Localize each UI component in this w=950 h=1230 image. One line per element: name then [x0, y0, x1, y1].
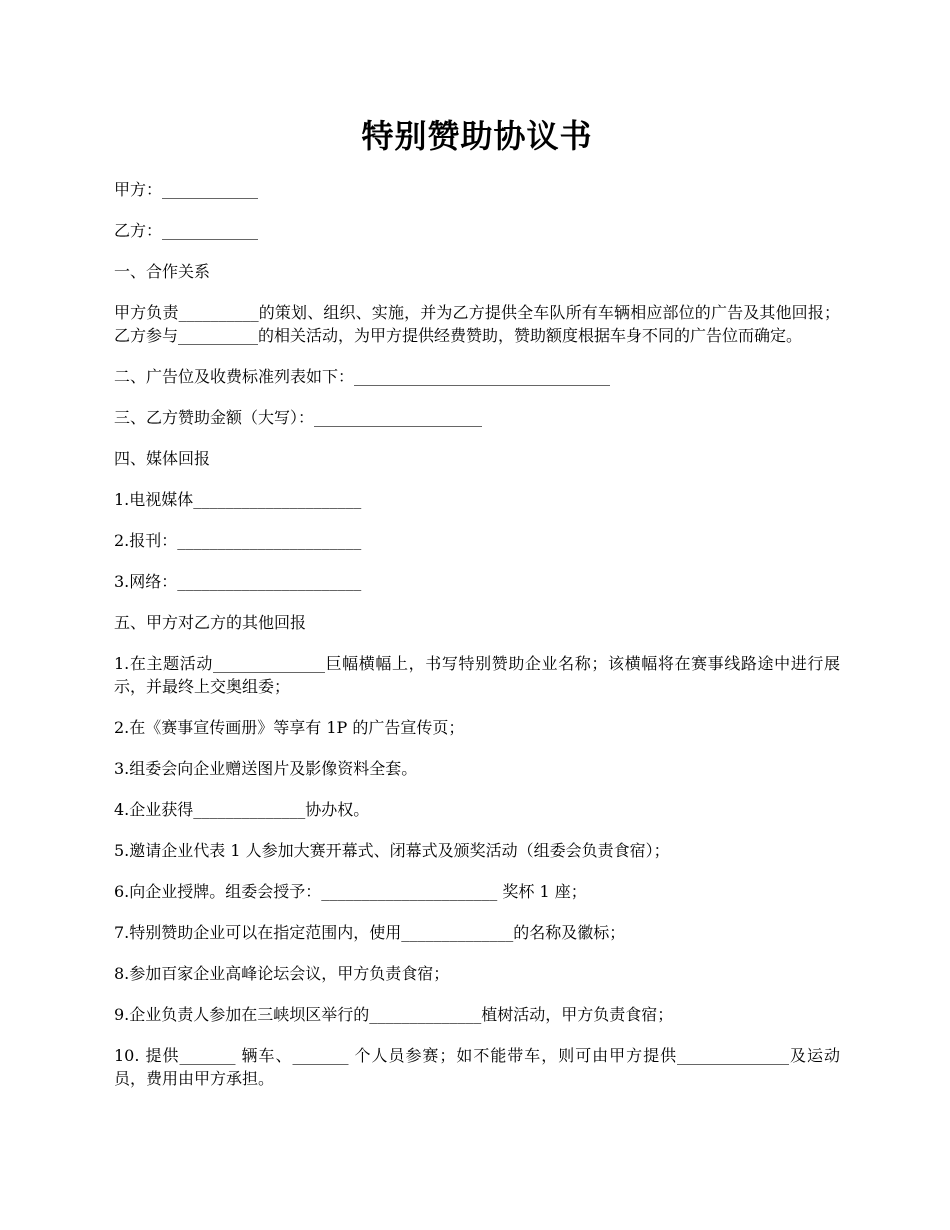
cooperation-paragraph: 甲方负责__________的策划、组织、实施，并为乙方提供全车队所有车辆相应部位的广告及其他回报；乙方参与__________的相关活动，为甲方提供经费赞助，赞助额度根据车身不同的广告位而确定。	[114, 303, 840, 345]
section-heading-other-returns: 五、甲方对乙方的其他回报	[114, 613, 307, 632]
document-page	[114, 0, 840, 1090]
section-ad-positions: 二、广告位及收费标准列表如下：________________________________	[114, 367, 611, 386]
return-item-1: 1.在主题活动______________巨幅横幅上，书写特别赞助企业名称；该横幅将在赛事线路途中进行展示，并最终上交奥组委；	[114, 654, 840, 696]
section-heading-cooperation: 一、合作关系	[114, 262, 211, 281]
document-title: 特别赞助协议书	[361, 117, 593, 155]
party-b-line: 乙方：____________	[114, 221, 259, 240]
return-item-5: 5.邀请企业代表 1 人参加大赛开幕式、闭幕式及颁奖活动（组委会负责食宿）；	[114, 841, 670, 860]
return-item-6: 6.向企业授牌。组委会授予：______________________ 奖杯 1 座；	[114, 882, 587, 901]
return-item-9: 9.企业负责人参加在三峡坝区举行的______________植树活动，甲方负责食宿；	[114, 1005, 674, 1024]
return-item-10: 10. 提供_______ 辆车、_______ 个人员参赛；如不能带车，则可由甲方提供______________及运动员，费用由甲方承担。	[114, 1046, 840, 1088]
return-item-8: 8.参加百家企业高峰论坛会议，甲方负责食宿；	[114, 964, 450, 983]
party-a-line: 甲方：____________	[114, 180, 259, 199]
return-item-2: 2.在《赛事宣传画册》等享有 1P 的广告宣传页；	[114, 718, 465, 737]
media-item-tv: 1.电视媒体_____________________	[114, 490, 362, 509]
section-heading-media: 四、媒体回报	[114, 449, 211, 468]
return-item-3: 3.组委会向企业赠送图片及影像资料全套。	[114, 759, 418, 778]
media-item-web: 3.网络：_______________________	[114, 572, 362, 591]
section-sponsorship-amount: 三、乙方赞助金额（大写）：_____________________	[114, 408, 483, 427]
media-item-press: 2.报刊：_______________________	[114, 531, 362, 550]
return-item-7: 7.特别赞助企业可以在指定范围内，使用______________的名称及徽标；	[114, 923, 626, 942]
return-item-4: 4.企业获得______________协办权。	[114, 800, 370, 819]
